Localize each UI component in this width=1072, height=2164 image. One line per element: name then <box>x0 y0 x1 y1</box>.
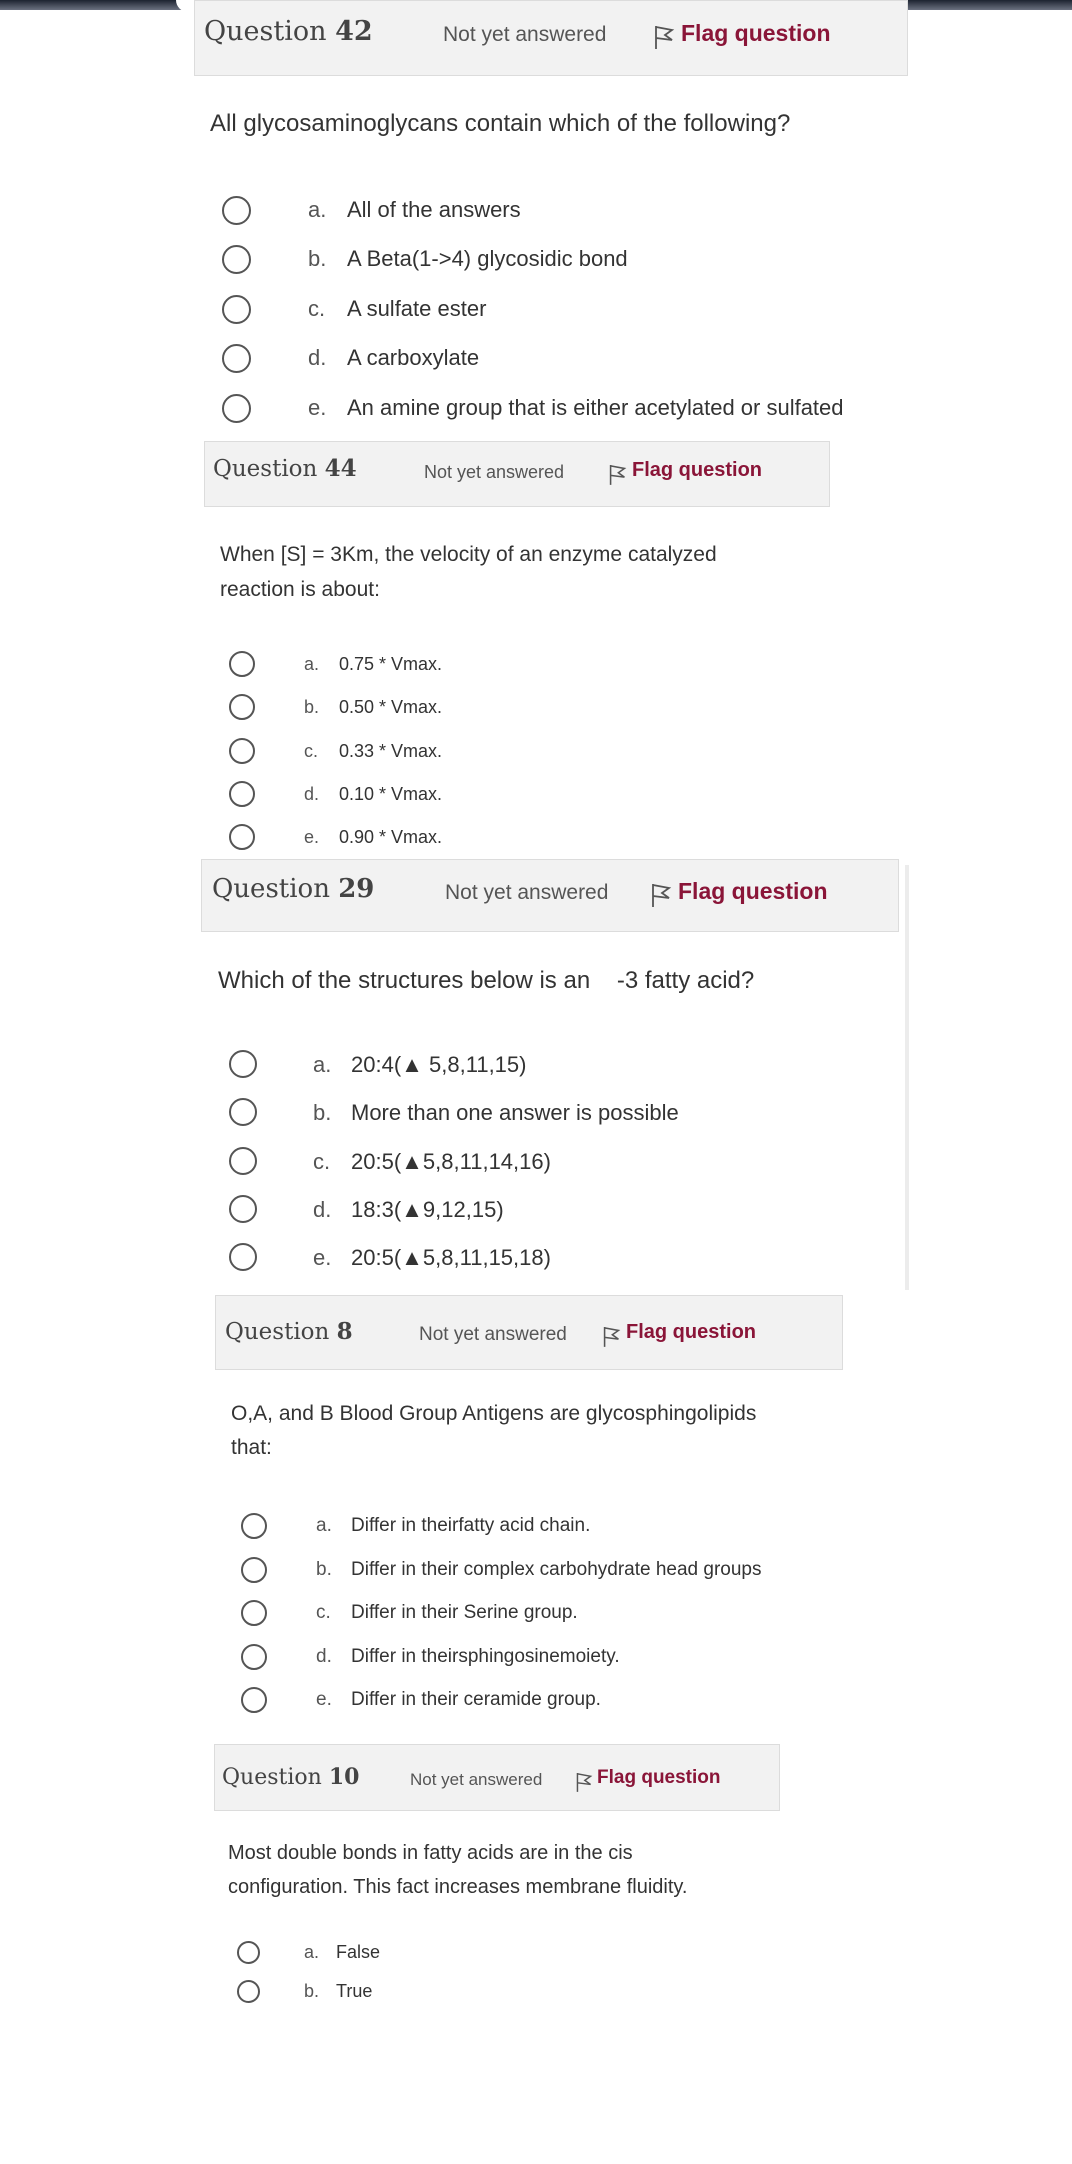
flag-icon <box>608 463 627 486</box>
radio-button[interactable] <box>229 1147 257 1175</box>
flag-icon <box>575 1771 593 1793</box>
radio-button[interactable] <box>229 738 255 764</box>
radio-button[interactable] <box>222 394 251 423</box>
flag-icon <box>602 1325 621 1348</box>
question-state: Not yet answered <box>410 1770 543 1789</box>
question-text: All glycosaminoglycans contain which of the following? <box>210 110 791 137</box>
radio-button[interactable] <box>229 651 255 677</box>
radio-button[interactable] <box>241 1513 267 1539</box>
radio-button[interactable] <box>229 1098 257 1126</box>
scrollbar-track <box>905 865 909 1290</box>
flag-question-button[interactable]: Flag question <box>575 1767 721 1789</box>
radio-button[interactable] <box>241 1644 267 1670</box>
radio-button[interactable] <box>222 196 251 225</box>
question-state: Not yet answered <box>424 462 565 482</box>
radio-button[interactable] <box>241 1557 267 1583</box>
question-text: Most double bonds in fatty acids are in the cis configuration. This fact increases membrane fluidity. <box>228 1842 688 1898</box>
question-number: Question 10 <box>222 1764 360 1790</box>
radio-button[interactable] <box>237 1941 260 1964</box>
radio-button[interactable] <box>222 245 251 274</box>
radio-button[interactable] <box>237 1980 260 2003</box>
flag-icon <box>653 24 675 50</box>
question-number: Question 8 <box>225 1318 353 1345</box>
flag-question-button[interactable]: Flag question <box>602 1321 756 1344</box>
flag-icon <box>650 882 672 908</box>
radio-button[interactable] <box>222 295 251 324</box>
question-text: When [S] = 3Km, the velocity of an enzyme catalyzed reaction is about: <box>220 543 717 601</box>
radio-button[interactable] <box>229 781 255 807</box>
radio-button[interactable] <box>229 694 255 720</box>
question-state: Not yet answered <box>445 881 609 904</box>
radio-button[interactable] <box>229 1243 257 1271</box>
question-number: Question 42 <box>204 16 373 47</box>
radio-button[interactable] <box>222 344 251 373</box>
question-text: O,A, and B Blood Group Antigens are glycosphingolipids that: <box>231 1402 757 1459</box>
flag-question-button[interactable]: Flag question <box>608 459 762 482</box>
question-text: Which of the structures below is an -3 fatty acid? <box>218 967 755 994</box>
radio-button[interactable] <box>241 1687 267 1713</box>
flag-question-button[interactable]: Flag question <box>653 20 831 47</box>
question-number: Question 29 <box>212 874 375 904</box>
flag-question-button[interactable]: Flag question <box>650 878 828 905</box>
radio-button[interactable] <box>229 1195 257 1223</box>
radio-button[interactable] <box>241 1600 267 1626</box>
question-state: Not yet answered <box>419 1324 567 1345</box>
question-state: Not yet answered <box>443 23 607 46</box>
radio-button[interactable] <box>229 1050 257 1078</box>
question-number: Question 44 <box>213 455 357 482</box>
radio-button[interactable] <box>229 824 255 850</box>
